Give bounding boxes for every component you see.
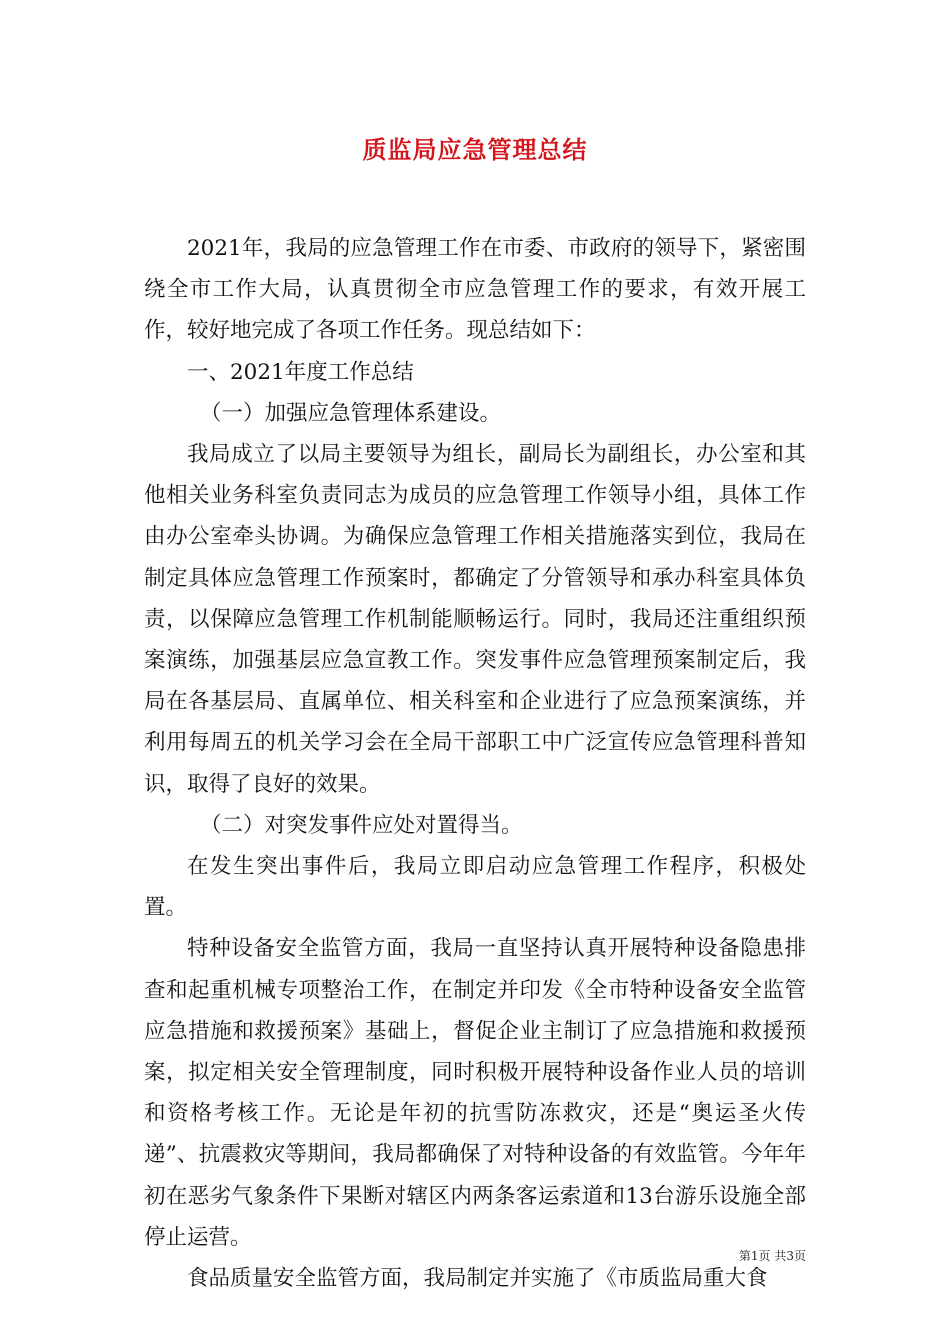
subsection-heading-1: （一）加强应急管理体系建设。 [200, 400, 502, 426]
paragraph-emergency-response: 在发生突出事件后，我局立即启动应急管理工作程序，积极处置。 [144, 854, 806, 921]
paragraph-intro: 2021年，我局的应急管理工作在市委、市政府的领导下，紧密围绕全市工作大局，认真贯彻全市应急管理工作的要求，有效开展工作，较好地完成了各项工作任务。现总结如下： [144, 236, 806, 344]
paragraph-system-building: 我局成立了以局主要领导为组长，副局长为副组长，办公室和其他相关业务科室负责同志为成员的应急管理工作领导小组，具体工作由办公室牵头协调。为确保应急管理工作相关措施落实到位，我局在制定具体应急管理工作预案时，都确定了分管领导和承办科室具体负责，以保障应急管理工作机制能顺畅运行。同时，我局还注重组织预案演练，加强基层应急宣教工作。突发事件应急管理预案制定后，我局在各基层局、直属单位、相关科室和企业进行了应急预案演练，并利用每周五的机关学习会在全局干部职工中广泛宣传应急管理科普知识，取得了良好的效果。 [144, 442, 806, 797]
subsection-heading-2: （二）对突发事件应处对置得当。 [200, 812, 523, 838]
paragraph-food-safety: 食品质量安全监管方面，我局制定并实施了《市质监局重大食 [187, 1266, 768, 1292]
document-body [144, 228, 806, 1299]
page-number-footer: 第1页 共3页 [738, 1249, 806, 1263]
paragraph-special-equipment: 特种设备安全监管方面，我局一直坚持认真开展特种设备隐患排查和起重机械专项整治工作，在制定并印发《全市特种设备安全监管应急措施和救援预案》基础上，督促企业主制订了应急措施和救援预案，拟定相关安全管理制度，同时积极开展特种设备作业人员的培训和资格考核工作。无论是年初的抗雪防冻救灾，还是“奥运圣火传递”、抗震救灾等期间，我局都确保了对特种设备的有效监管。今年年初在恶劣气象条件下果断对辖区内两条客运索道和13台游乐设施全部停止运营。 [144, 936, 806, 1250]
document-title: 质监局应急管理总结 [362, 135, 588, 164]
section-heading: 一、2021年度工作总结 [187, 359, 414, 385]
